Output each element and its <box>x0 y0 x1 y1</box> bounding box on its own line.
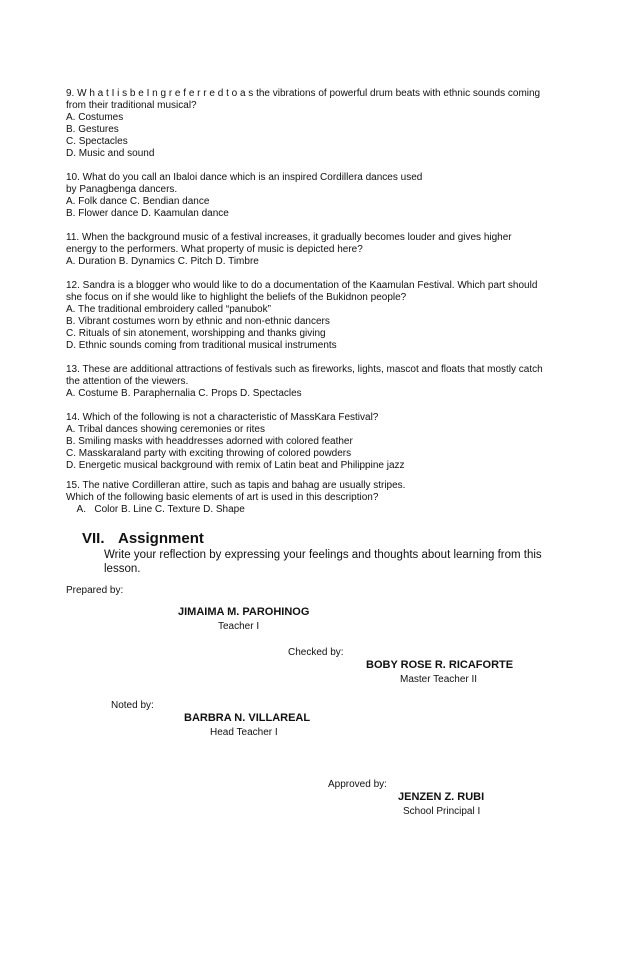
question-line: from their traditional musical? <box>66 100 197 111</box>
choice-line: D. Ethnic sounds coming from traditional musical instruments <box>66 340 337 351</box>
assignment-text: Write your reflection by expressing your feelings and thoughts about learning from this lesson. <box>104 549 542 575</box>
question-line: 13. These are additional attractions of festivals such as fireworks, lights, mascot and floats that mostly catch <box>66 364 543 375</box>
checked-label: Checked by: <box>288 647 344 658</box>
checked-name: BOBY ROSE R. RICAFORTE <box>366 659 514 671</box>
question-14 <box>66 412 566 472</box>
choice-line: C. Spectacles <box>66 136 128 147</box>
choice-line: B. Smiling masks with headdresses adorned with colored feather <box>66 436 353 447</box>
noted-label: Noted by: <box>111 700 154 711</box>
question-line: 9. W h a t I i s b e I n g r e f e r r e d t o a s the vibrations of powerful drum beats with ethnic sounds coming <box>66 88 541 99</box>
question-line: Which of the following basic elements of art is used in this description? <box>66 492 379 503</box>
question-11 <box>66 232 566 268</box>
question-line: 12. Sandra is a blogger who would like to do a documentation of the Kaamulan Festival. Which part should <box>66 280 538 291</box>
choice-line: D. Music and sound <box>66 148 155 159</box>
noted-name: BARBRA N. VILLAREAL <box>184 712 311 724</box>
question-line: 11. When the background music of a festival increases, it gradually becomes louder and gives higher <box>66 232 512 243</box>
approved-label: Approved by: <box>328 779 387 790</box>
noted-title: Head Teacher I <box>210 727 278 738</box>
question-line: 14. Which of the following is not a characteristic of MassKara Festival? <box>66 412 379 423</box>
question-line: by Panagbenga dancers. <box>66 184 178 195</box>
choice-line: A. Duration B. Dynamics C. Pitch D. Timbre <box>66 256 259 267</box>
section-title: Assignment <box>118 530 204 547</box>
choice-line: A. Costume B. Paraphernalia C. Props D. Spectacles <box>66 388 302 399</box>
question-line: energy to the performers. What property of music is depicted here? <box>66 244 363 255</box>
choice-line: A. Costumes <box>66 112 124 123</box>
question-line: 10. What do you call an Ibaloi dance which is an inspired Cordillera dances used <box>66 172 423 183</box>
choice-line: A. Color B. Line C. Texture D. Shape <box>66 504 245 515</box>
choice-line: A. The traditional embroidery called “panubok” <box>66 304 271 315</box>
approved-title: School Principal I <box>403 806 481 817</box>
checked-title: Master Teacher II <box>400 674 478 685</box>
approved-name: JENZEN Z. RUBI <box>398 791 485 803</box>
question-13 <box>66 364 566 400</box>
choice-line: A. Folk dance C. Bendian dance <box>66 196 210 207</box>
prepared-title: Teacher I <box>218 621 260 632</box>
question-line: the attention of the viewers. <box>66 376 189 387</box>
choice-line: D. Energetic musical background with remix of Latin beat and Philippine jazz <box>66 460 405 471</box>
question-line: she focus on if she would like to highlight the beliefs of the Bukidnon people? <box>66 292 407 303</box>
question-line: 15. The native Cordilleran attire, such as tapis and bahag are usually stripes. <box>66 480 406 491</box>
choice-line: B. Flower dance D. Kaamulan dance <box>66 208 229 219</box>
prepared-label: Prepared by: <box>66 585 124 596</box>
choice-line: B. Gestures <box>66 124 119 135</box>
section-number: VII. <box>82 530 105 547</box>
choice-line: B. Vibrant costumes worn by ethnic and non-ethnic dancers <box>66 316 330 327</box>
question-10 <box>66 172 566 220</box>
choice-line: C. Masskaraland party with exciting throwing of colored powders <box>66 448 352 459</box>
question-9 <box>66 88 566 160</box>
prepared-name: JIMAIMA M. PAROHINOG <box>178 606 310 618</box>
assignment-heading <box>82 530 204 547</box>
question-15 <box>66 480 566 516</box>
question-12 <box>66 280 566 352</box>
choice-line: A. Tribal dances showing ceremonies or rites <box>66 424 265 435</box>
choice-line: C. Rituals of sin atonement, worshipping and thanks giving <box>66 328 326 339</box>
